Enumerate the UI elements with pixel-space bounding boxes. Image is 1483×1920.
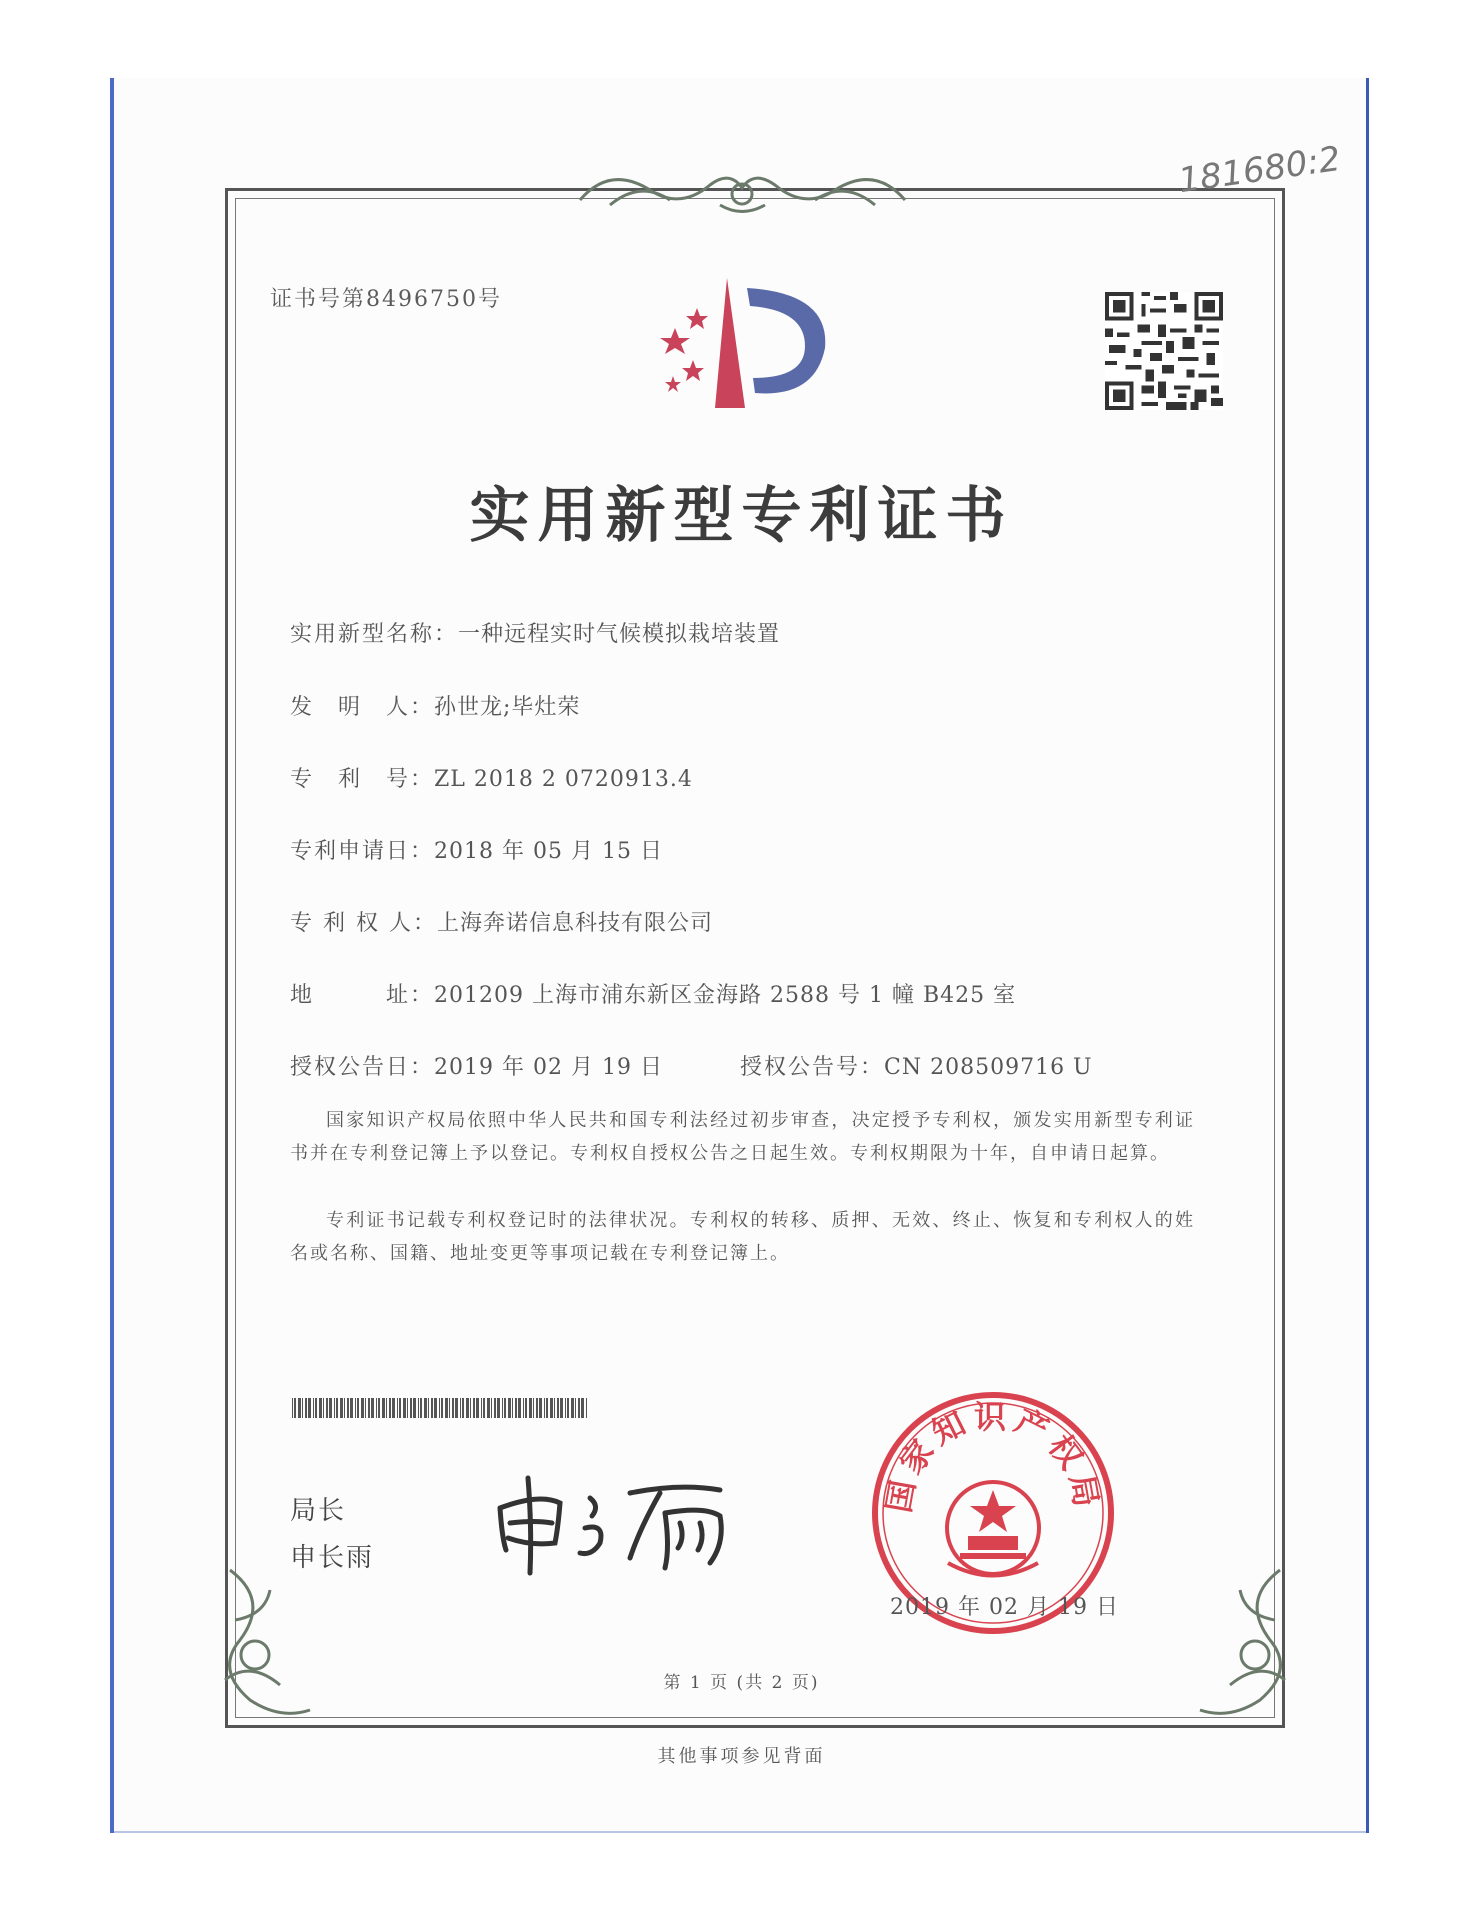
field-label: 授权公告号： bbox=[740, 1055, 885, 1080]
field-label: 地 址： bbox=[290, 983, 435, 1008]
director-title: 局长 bbox=[290, 1496, 347, 1526]
field-value: 2019 年 02 月 19 日 bbox=[434, 1055, 663, 1080]
certificate-number: 证书号第8496750号 bbox=[270, 287, 502, 312]
field-label: 专 利 权 人： bbox=[290, 911, 437, 936]
field-value: ZL 2018 2 0720913.4 bbox=[434, 767, 693, 792]
field-label: 授权公告日： bbox=[290, 1055, 435, 1080]
page-indicator: 第 1 页 (共 2 页) bbox=[663, 1673, 820, 1693]
legal-status-paragraph: 专利证书记载专利权登记时的法律状况。专利权的转移、质押、无效、终止、恢复和专利权人的姓名或名称、国籍、地址变更等事项记载在专利登记簿上。 bbox=[290, 1210, 1195, 1264]
footer-note: 其他事项参见背面 bbox=[657, 1746, 826, 1767]
field-inventor bbox=[290, 690, 580, 721]
field-value: CN 208509716 U bbox=[884, 1055, 1093, 1080]
field-grant-number bbox=[740, 1050, 1093, 1081]
barcode-icon bbox=[292, 1398, 592, 1418]
field-value: 上海奔诺信息科技有限公司 bbox=[436, 911, 713, 936]
field-patentee bbox=[290, 906, 713, 937]
field-value: 一种远程实时气候模拟栽培装置 bbox=[458, 622, 781, 647]
certificate-inner-frame bbox=[235, 198, 1275, 1718]
top-ornament-icon bbox=[570, 160, 915, 220]
field-label: 专利申请日： bbox=[290, 839, 435, 864]
certificate-title: 实用新型专利证书 bbox=[469, 481, 1014, 551]
field-address bbox=[290, 978, 1016, 1009]
seal-date: 2019 年 02 月 19 日 bbox=[890, 1595, 1119, 1620]
field-label: 专 利 号： bbox=[290, 767, 435, 792]
director-name: 申长雨 bbox=[290, 1543, 375, 1573]
qr-code-icon bbox=[1105, 292, 1223, 410]
field-value: 2018 年 05 月 15 日 bbox=[434, 839, 663, 864]
seal-text: 国家知识产权局 bbox=[879, 1398, 1107, 1516]
patent-office-logo-icon bbox=[655, 268, 835, 418]
bottom-left-ornament-icon bbox=[210, 1560, 320, 1730]
field-grant-date bbox=[290, 1050, 663, 1081]
grant-paragraph: 国家知识产权局依照中华人民共和国专利法经过初步审查，决定授予专利权，颁发实用新型专利证书并在专利登记簿上予以登记。专利权自授权公告之日起生效。专利权期限为十年，自申请日起算。 bbox=[290, 1110, 1195, 1164]
field-label: 发 明 人： bbox=[290, 695, 435, 720]
field-value: 201209 上海市浦东新区金海路 2588 号 1 幢 B425 室 bbox=[434, 983, 1017, 1008]
field-application-date bbox=[290, 834, 663, 865]
field-utility-model-name bbox=[290, 617, 780, 648]
field-value: 孙世龙;毕灶荣 bbox=[434, 695, 581, 720]
field-patent-number bbox=[290, 762, 693, 793]
director-signature-icon bbox=[480, 1468, 750, 1578]
handwritten-note: 181680:2 bbox=[1176, 138, 1343, 202]
field-label: 实用新型名称： bbox=[290, 622, 459, 647]
bottom-right-ornament-icon bbox=[1190, 1560, 1300, 1730]
